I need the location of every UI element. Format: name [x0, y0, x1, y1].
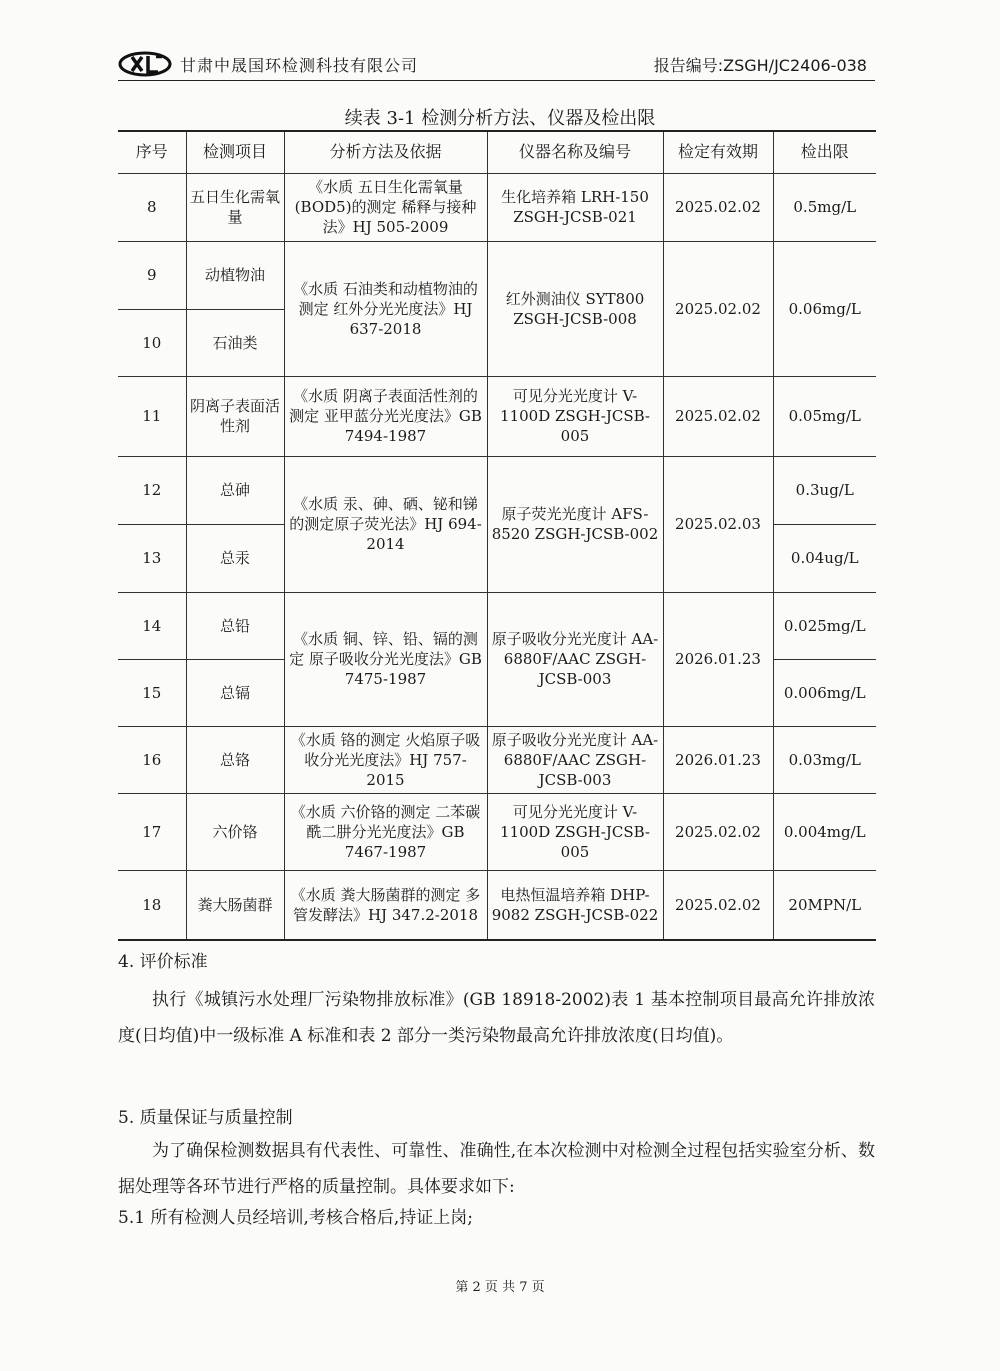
- table-row: [118, 173, 876, 241]
- cell-limit: 20MPN/L: [773, 870, 876, 940]
- cell-limit: 0.5mg/L: [773, 173, 876, 241]
- col-header-valid: 检定有效期: [663, 131, 773, 173]
- header-rule: [118, 80, 875, 81]
- cell-valid: 2025.02.02: [663, 173, 773, 241]
- cell-valid: 2025.02.02: [663, 870, 773, 940]
- company-name: 甘肃中晟国环检测科技有限公司: [180, 56, 419, 75]
- cell-limit: 0.006mg/L: [773, 659, 876, 726]
- cell-method: 《水质 汞、砷、硒、铋和锑的测定原子荧光法》HJ 694-2014: [284, 456, 487, 592]
- table-row: [118, 456, 876, 524]
- table-row: [118, 793, 876, 870]
- cell-valid: 2025.02.02: [663, 241, 773, 376]
- page-footer: 第 2 页 共 7 页: [455, 1280, 545, 1295]
- cell-no: 17: [118, 793, 186, 870]
- cell-no: 15: [118, 659, 186, 726]
- cell-limit: 0.04ug/L: [773, 524, 876, 592]
- cell-item: 粪大肠菌群: [186, 870, 284, 940]
- col-header-method: 分析方法及依据: [284, 131, 487, 173]
- cell-instrument: 可见分光光度计 V-1100D ZSGH-JCSB-005: [487, 793, 663, 870]
- cell-instrument: 红外测油仪 SYT800 ZSGH-JCSB-008: [487, 241, 663, 376]
- col-header-no: 序号: [118, 131, 186, 173]
- cell-valid: 2026.01.23: [663, 726, 773, 793]
- cell-no: 13: [118, 524, 186, 592]
- cell-method: 《水质 五日生化需氧量(BOD5)的测定 稀释与接种法》HJ 505-2009: [284, 173, 487, 241]
- cell-no: 11: [118, 376, 186, 456]
- col-header-limit: 检出限: [773, 131, 876, 173]
- cell-instrument: 原子吸收分光光度计 AA-6880F/AAC ZSGH-JCSB-003: [487, 726, 663, 793]
- cell-limit: 0.06mg/L: [773, 241, 876, 376]
- cell-no: 9: [118, 241, 186, 309]
- table-row: [118, 870, 876, 940]
- cell-item: 总汞: [186, 524, 284, 592]
- table-caption: 续表 3-1 检测分析方法、仪器及检出限: [344, 108, 656, 129]
- cell-instrument: 原子荧光光度计 AFS-8520 ZSGH-JCSB-002: [487, 456, 663, 592]
- table-row: [118, 592, 876, 659]
- cell-valid: 2026.01.23: [663, 592, 773, 726]
- col-header-instrument: 仪器名称及编号: [487, 131, 663, 173]
- cell-no: 12: [118, 456, 186, 524]
- table-row: [118, 726, 876, 793]
- cell-instrument: 原子吸收分光光度计 AA-6880F/AAC ZSGH-JCSB-003: [487, 592, 663, 726]
- cell-no: 14: [118, 592, 186, 659]
- section-5-text: 为了确保检测数据具有代表性、可靠性、准确性,在本次检测中对检测全过程包括实验室分析、数据处理等各环节进行严格的质量控制。具体要求如下:: [118, 1141, 875, 1197]
- cell-item: 动植物油: [186, 241, 284, 309]
- cell-method: 《水质 阴离子表面活性剂的测定 亚甲蓝分光光度法》GB 7494-1987: [284, 376, 487, 456]
- section-4-text: 执行《城镇污水处理厂污染物排放标准》(GB 18918-2002)表 1 基本控制项目最高允许排放浓度(日均值)中一级标准 A 标准和表 2 部分一类污染物最高允许排放浓度(日均值)。: [118, 990, 875, 1046]
- cell-limit: 0.05mg/L: [773, 376, 876, 456]
- methods-table: [118, 130, 876, 941]
- section-5-item-1: 5.1 所有检测人员经培训,考核合格后,持证上岗;: [118, 1208, 473, 1228]
- cell-no: 16: [118, 726, 186, 793]
- cell-valid: 2025.02.02: [663, 793, 773, 870]
- cell-item: 总铬: [186, 726, 284, 793]
- page-header: [118, 49, 875, 79]
- cell-method: 《水质 铬的测定 火焰原子吸收分光光度法》HJ 757-2015: [284, 726, 487, 793]
- table-row: [118, 241, 876, 309]
- col-header-item: 检测项目: [186, 131, 284, 173]
- cell-item: 五日生化需氧量: [186, 173, 284, 241]
- section-4-heading: 4. 评价标准: [118, 952, 208, 972]
- cell-item: 六价铬: [186, 793, 284, 870]
- cell-valid: 2025.02.03: [663, 456, 773, 592]
- cell-limit: 0.004mg/L: [773, 793, 876, 870]
- table-header-row: [118, 131, 876, 173]
- cell-method: 《水质 石油类和动植物油的测定 红外分光光度法》HJ 637-2018: [284, 241, 487, 376]
- company-logo-icon: [118, 51, 172, 77]
- section-5-heading: 5. 质量保证与质量控制: [118, 1108, 293, 1128]
- cell-limit: 0.03mg/L: [773, 726, 876, 793]
- cell-no: 10: [118, 309, 186, 376]
- cell-instrument: 生化培养箱 LRH-150 ZSGH-JCSB-021: [487, 173, 663, 241]
- cell-limit: 0.025mg/L: [773, 592, 876, 659]
- cell-instrument: 可见分光光度计 V-1100D ZSGH-JCSB-005: [487, 376, 663, 456]
- cell-method: 《水质 六价铬的测定 二苯碳酰二肼分光光度法》GB 7467-1987: [284, 793, 487, 870]
- cell-instrument: 电热恒温培养箱 DHP-9082 ZSGH-JCSB-022: [487, 870, 663, 940]
- cell-method: 《水质 粪大肠菌群的测定 多管发酵法》HJ 347.2-2018: [284, 870, 487, 940]
- cell-method: 《水质 铜、锌、铅、镉的测定 原子吸收分光光度法》GB 7475-1987: [284, 592, 487, 726]
- table-row: [118, 376, 876, 456]
- cell-item: 总镉: [186, 659, 284, 726]
- cell-valid: 2025.02.02: [663, 376, 773, 456]
- cell-limit: 0.3ug/L: [773, 456, 876, 524]
- cell-item: 阴离子表面活性剂: [186, 376, 284, 456]
- cell-item: 总铅: [186, 592, 284, 659]
- cell-no: 18: [118, 870, 186, 940]
- cell-no: 8: [118, 173, 186, 241]
- cell-item: 石油类: [186, 309, 284, 376]
- report-number: 报告编号:ZSGH/JC2406-038: [653, 56, 867, 75]
- cell-item: 总砷: [186, 456, 284, 524]
